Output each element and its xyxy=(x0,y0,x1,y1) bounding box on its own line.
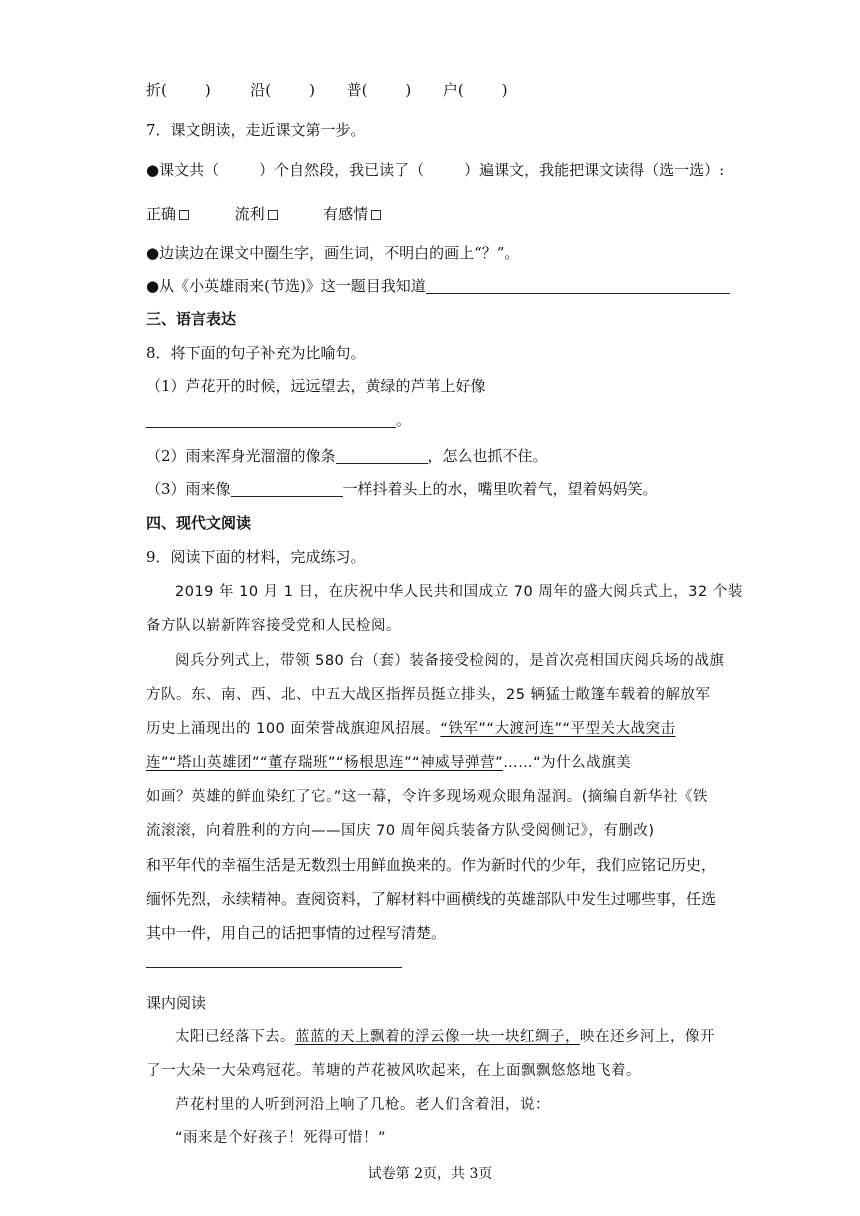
passage-line: 芦花村里的人听到河沿上响了几枪。老人们含着泪，说： xyxy=(175,1097,550,1113)
answer-blank[interactable] xyxy=(146,951,402,968)
q7-bullet-3: ●从《小英雄雨来(节选)》这一题目我知道 xyxy=(146,276,730,296)
section-4-heading: 四、现代文阅读 xyxy=(146,514,252,532)
q9-prompt-line: 缅怀先烈，永续精神。查阅资料，了解材料中画横线的英雄部队中发生过哪些事，任选 xyxy=(146,890,717,908)
char-item: 折( ) xyxy=(146,81,211,99)
passage-line: 了一大朵一大朵鸡冠花。苇塘的芦花被风吹起来，在上面飘飘悠悠地飞着。 xyxy=(146,1063,641,1079)
q7-bullet-2: ●边读边在课文中圈生字，画生词，不明白的画上“？”。 xyxy=(146,244,520,262)
answer-blank[interactable] xyxy=(426,277,730,294)
option-fluent[interactable]: 流利 xyxy=(235,205,278,223)
passage-line: 如画？英雄的鲜血染红了它。”这一幕，令许多现场观众眼角湿润。(摘编自新华社《铁 xyxy=(146,789,708,805)
passage-line: 备方队以崭新阵容接受党和人民检阅。 xyxy=(146,618,401,634)
passage-line: 方队。东、南、西、北、中五大战区指挥员挺立排头，25 辆猛士敞篷车载着的解放军 xyxy=(146,687,711,703)
q9-title: 9．阅读下面的材料，完成练习。 xyxy=(146,548,366,566)
passage-line: 流滚滚，向着胜利的方向——国庆 70 周年阅兵装备方队受阅侧记》，有删改) xyxy=(146,823,655,839)
checkbox-icon[interactable] xyxy=(268,210,278,220)
passage-line: 历史上涌现出的 100 面荣誉战旗迎风招展。“铁军”“大渡河连”“平型关大战突击 xyxy=(146,721,676,737)
answer-blank[interactable] xyxy=(146,411,396,428)
checkbox-icon[interactable] xyxy=(371,210,381,220)
q8-title: 8．将下面的句子补充为比喻句。 xyxy=(146,344,366,362)
q7-title: 7．课文朗读，走近课文第一步。 xyxy=(146,121,366,139)
option-emotional[interactable]: 有感情 xyxy=(323,205,381,223)
passage-line: 连”“塔山英雄团”“董存瑞班”“杨根思连”“神威导弹营”……“为什么战旗美 xyxy=(146,755,632,771)
char-item: 普( ) xyxy=(346,81,412,99)
answer-blank[interactable] xyxy=(231,480,343,497)
passage-line: 2019 年 10 月 1 日，在庆祝中华人民共和国成立 70 周年的盛大阅兵式上，32 个装 xyxy=(175,584,743,600)
passage-line: “雨来是个好孩子！死得可惜！” xyxy=(175,1130,387,1146)
q9-prompt-line: 其中一件，用自己的话把事情的过程写清楚。 xyxy=(146,924,447,942)
q8-sentence-1: （1）芦花开的时候，远远望去，黄绿的芦苇上好像 xyxy=(146,377,486,395)
q9-prompt-line: 和平年代的幸福生活是无数烈士用鲜血换来的。作为新时代的少年，我们应铭记历史， xyxy=(146,856,717,874)
q8-sentence-2: （2）雨来浑身光溜溜的像条 ，怎么也抓不住。 xyxy=(146,447,548,465)
page-footer: 试卷第 2页，共 3页 xyxy=(367,1166,493,1182)
underlined-units: “铁军”“大渡河连”“平型关大战突击 xyxy=(440,721,676,737)
option-correct[interactable]: 正确 xyxy=(146,205,189,223)
q7-options xyxy=(146,204,381,224)
char-item: 户( ) xyxy=(442,81,508,99)
char-item: 沿( ) xyxy=(250,81,315,99)
answer-blank[interactable] xyxy=(336,447,428,464)
underlined-units: 连”“塔山英雄团”“董存瑞班”“杨根思连”“神威导弹营” xyxy=(146,755,504,771)
pinyin-row xyxy=(146,80,508,100)
underlined-sentence: 蓝蓝的天上飘着的浮云像一块一块红绸子， xyxy=(295,1029,580,1045)
checkbox-icon[interactable] xyxy=(179,210,189,220)
reading-label: 课内阅读 xyxy=(146,994,207,1012)
q7-bullet-1: ●课文共（ ）个自然段，我已读了（ ）遍课文，我能把课文读得（选一选）: xyxy=(146,161,725,179)
passage-line: 阅兵分列式上，带领 580 台（套）装备接受检阅的，是首次亮相国庆阅兵场的战旗 xyxy=(175,653,725,669)
q8-sentence-3: （3）雨来像 一样抖着头上的水，嘴里吹着气，望着妈妈笑。 xyxy=(146,480,658,498)
section-3-heading: 三、语言表达 xyxy=(146,310,237,328)
q9-answer-line xyxy=(146,950,402,970)
q8-sentence-1-blank: 。 xyxy=(146,410,411,430)
passage-line: 太阳已经落下去。蓝蓝的天上飘着的浮云像一块一块红绸子，映在还乡河上，像开 xyxy=(175,1029,715,1045)
